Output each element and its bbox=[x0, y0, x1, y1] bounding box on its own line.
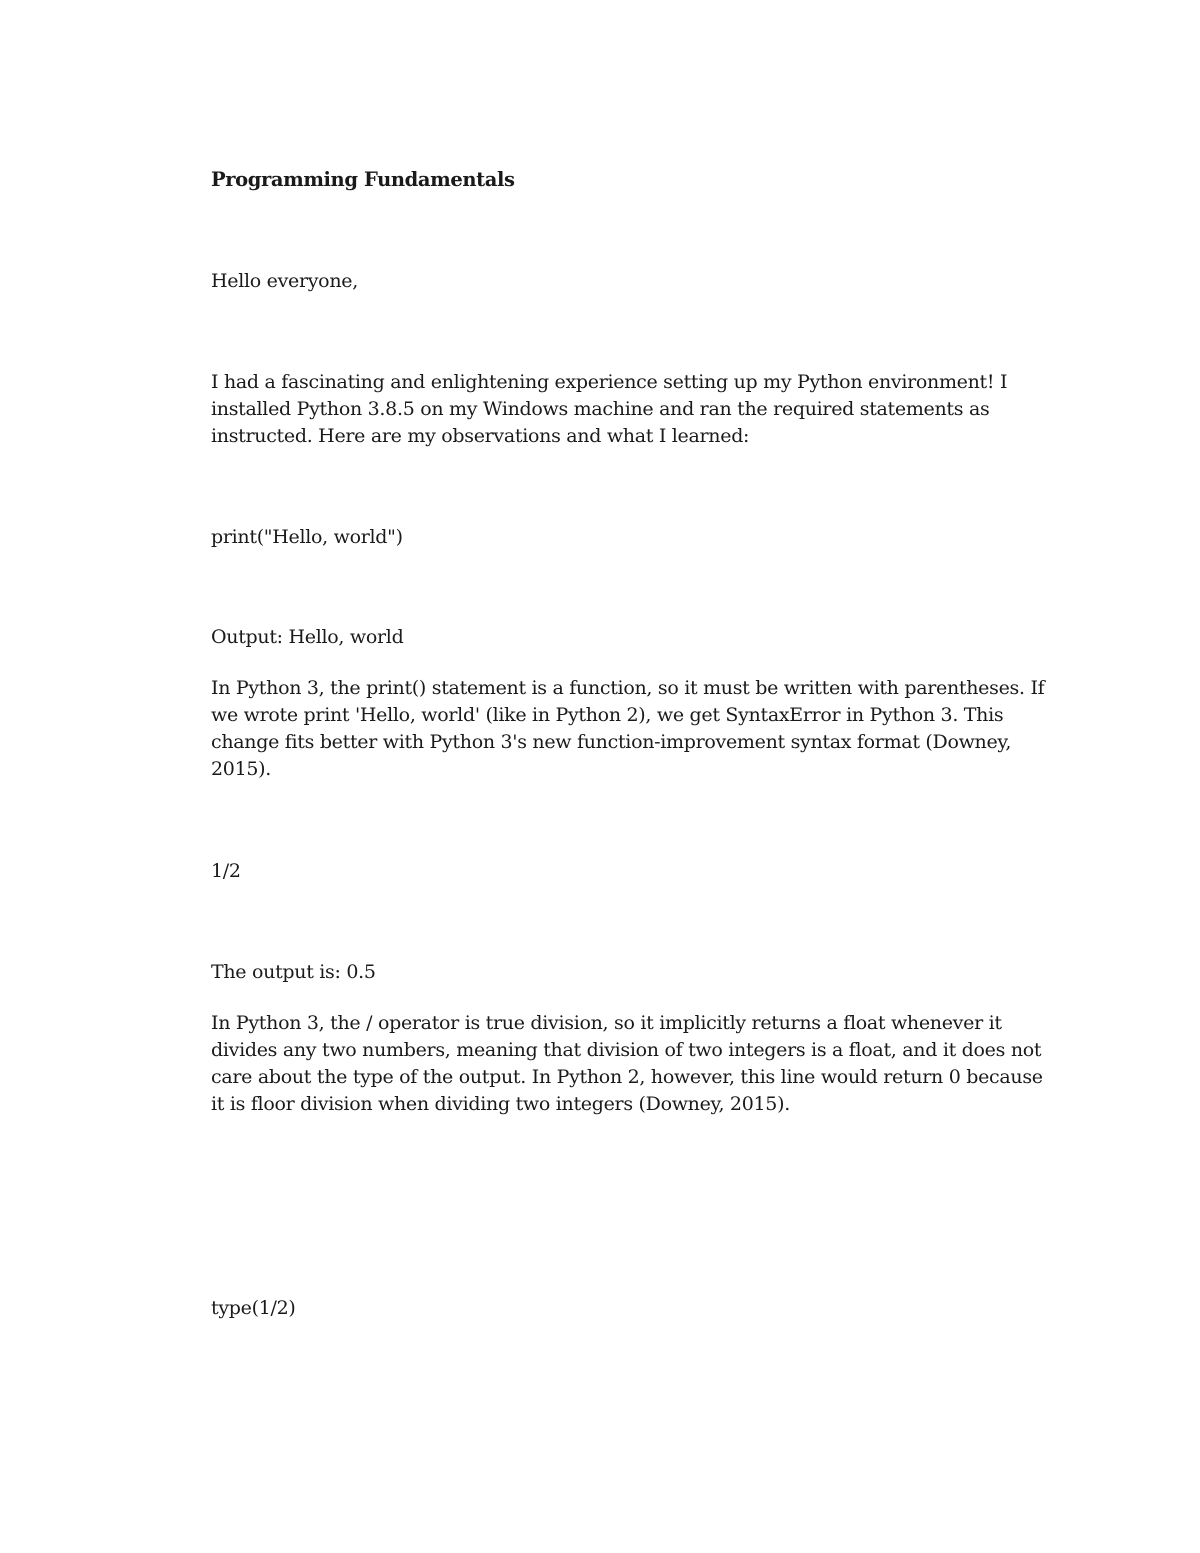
code-type-statement: type(1/2) bbox=[211, 1297, 296, 1319]
intro-line: I had a fascinating and enlightening experience setting up my Python environment! I bbox=[211, 371, 1008, 393]
division-explanation-paragraph bbox=[211, 1010, 1061, 1118]
explanation-line: divides any two numbers, meaning that division of two integers is a float, and it does not bbox=[211, 1039, 1042, 1061]
print-explanation-paragraph bbox=[211, 675, 1061, 783]
intro-paragraph bbox=[211, 369, 1061, 450]
explanation-line: we wrote print 'Hello, world' (like in Python 2), we get SyntaxError in Python 3. This bbox=[211, 704, 1004, 726]
explanation-line: it is floor division when dividing two integers (Downey, 2015). bbox=[211, 1093, 790, 1115]
explanation-line: care about the type of the output. In Python 2, however, this line would return 0 because bbox=[211, 1066, 1043, 1088]
explanation-line: change fits better with Python 3's new function-improvement syntax format (Downey, bbox=[211, 731, 1012, 753]
output-division: The output is: 0.5 bbox=[211, 961, 376, 983]
code-print-statement: print("Hello, world") bbox=[211, 526, 403, 548]
greeting-paragraph: Hello everyone, bbox=[211, 270, 358, 292]
intro-line: instructed. Here are my observations and what I learned: bbox=[211, 425, 750, 447]
code-division-statement: 1/2 bbox=[211, 860, 241, 882]
explanation-line: In Python 3, the print() statement is a function, so it must be written with parentheses. If bbox=[211, 677, 1045, 699]
output-hello-world: Output: Hello, world bbox=[211, 626, 404, 648]
document-title: Programming Fundamentals bbox=[211, 168, 515, 191]
explanation-line: In Python 3, the / operator is true division, so it implicitly returns a float whenever it bbox=[211, 1012, 1002, 1034]
intro-line: installed Python 3.8.5 on my Windows machine and ran the required statements as bbox=[211, 398, 990, 420]
explanation-line: 2015). bbox=[211, 758, 272, 780]
